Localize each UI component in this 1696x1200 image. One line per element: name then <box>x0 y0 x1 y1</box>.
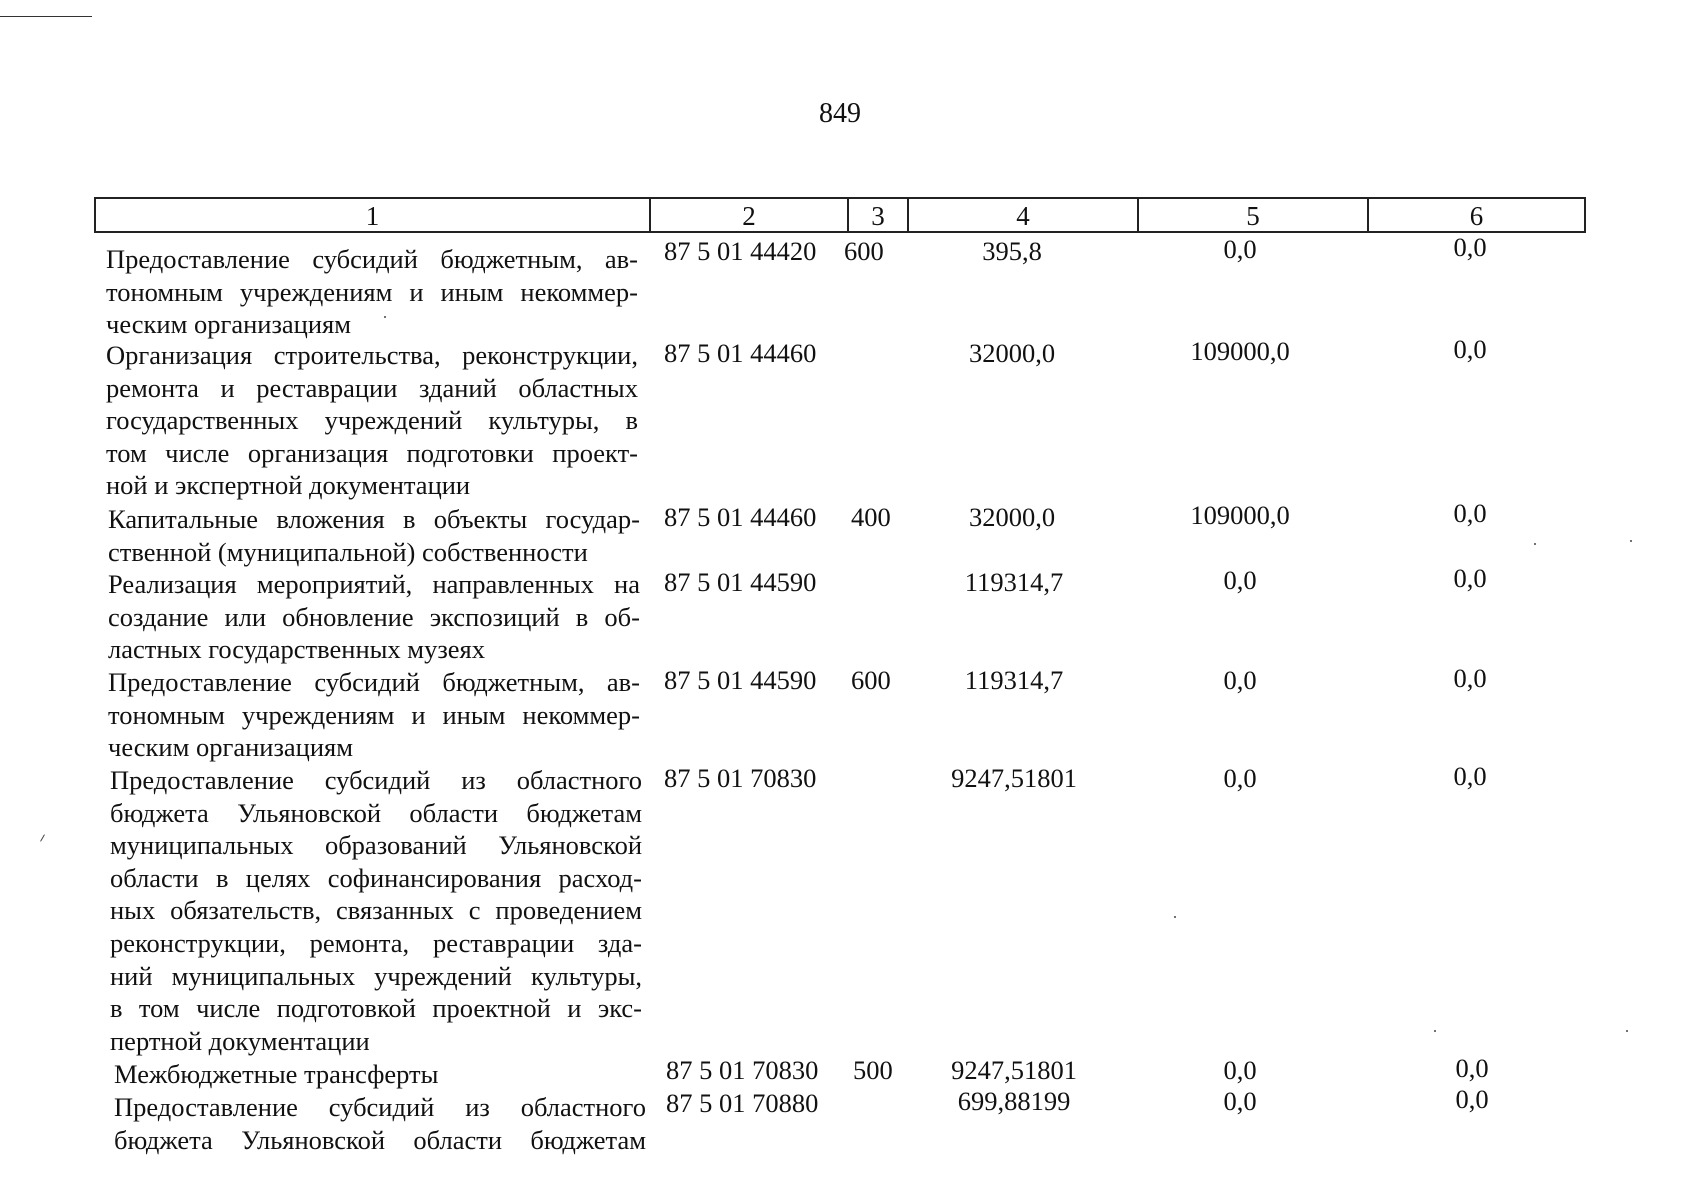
row-col-4: 9247,51801 <box>951 1055 1077 1085</box>
description-line: Предоставление субсидий из областного <box>110 765 642 795</box>
description-line: Предоставление субсидий из областного <box>114 1092 646 1122</box>
header-col-2: 2 <box>651 199 849 231</box>
row-col-4: 32000,0 <box>968 502 1056 532</box>
row-col-5: 0,0 <box>1223 1086 1257 1116</box>
description-line: Предоставление субсидий бюджетным, ав- <box>106 244 638 274</box>
row-description <box>114 1091 646 1156</box>
description-line: тономным учреждениям и иным некоммер- <box>108 699 640 730</box>
row-col-6: 0,0 <box>1455 1053 1489 1083</box>
row-code: 87 5 01 44590 <box>664 665 817 695</box>
row-col-5: 109000,0 <box>1190 336 1290 366</box>
description-line: Организация строительства, реконструкции, <box>106 340 638 370</box>
row-description <box>106 243 638 341</box>
row-col-6: 0,0 <box>1455 1084 1489 1114</box>
row-col-6: 0,0 <box>1453 334 1487 364</box>
description-line: бюджета Ульяновской области бюджетам <box>114 1124 646 1155</box>
row-description <box>108 666 640 764</box>
description-line: ной и экспертной документации <box>106 470 471 501</box>
description-line: ческим организациям <box>106 309 352 340</box>
description-line: ственной (муниципальной) собственности <box>108 536 588 567</box>
description-line: ческим организациям <box>108 732 354 763</box>
row-col-4: 699,88199 <box>957 1086 1071 1116</box>
table-header-row <box>94 197 1586 233</box>
row-col-4: 32000,0 <box>968 338 1056 368</box>
row-col-5: 0,0 <box>1223 665 1257 695</box>
description-line: ремонта и реставрации зданий областных <box>106 372 638 403</box>
row-code: 87 5 01 70830 <box>664 763 817 793</box>
scan-speck <box>1174 916 1176 918</box>
scan-speck <box>1626 1030 1628 1032</box>
row-col-4: 9247,51801 <box>951 763 1077 793</box>
description-line: Реализация мероприятий, направленных на <box>108 569 640 599</box>
description-line: ных обязательств, связанных с проведением <box>110 895 642 926</box>
row-col-6: 0,0 <box>1453 563 1487 593</box>
row-col-4: 119314,7 <box>964 665 1064 695</box>
description-line: ний муниципальных учреждений культуры, <box>110 960 642 991</box>
description-line: Межбюджетные трансферты <box>114 1059 439 1089</box>
row-col-4: 119314,7 <box>964 567 1064 597</box>
header-col-4: 4 <box>909 199 1139 231</box>
header-col-5: 5 <box>1139 199 1369 231</box>
scan-speck <box>384 316 386 318</box>
row-col-5: 0,0 <box>1223 565 1257 595</box>
row-description <box>114 1058 646 1091</box>
top-rule <box>0 16 92 17</box>
description-line: муниципальных образований Ульяновской <box>110 830 642 861</box>
row-col-4: 395,8 <box>982 236 1042 266</box>
row-vr: 400 <box>851 502 891 532</box>
scan-speck <box>1434 1030 1436 1032</box>
description-line: тономным учреждениям и иным некоммер- <box>106 276 638 307</box>
row-code: 87 5 01 44460 <box>664 502 817 532</box>
description-line: реконструкции, ремонта, реставрации зда- <box>110 927 642 958</box>
row-description <box>108 568 640 666</box>
row-col-6: 0,0 <box>1453 232 1487 262</box>
row-description <box>110 764 642 1057</box>
description-line: создание или обновление экспозиций в об- <box>108 601 640 632</box>
description-line: в том числе подготовкой проектной и экс- <box>110 993 642 1024</box>
row-code: 87 5 01 44460 <box>664 338 817 368</box>
scan-speck <box>1630 540 1632 542</box>
row-col-5: 0,0 <box>1223 763 1257 793</box>
row-description <box>108 503 640 568</box>
row-col-5: 0,0 <box>1223 1055 1257 1085</box>
row-code: 87 5 01 44420 <box>664 236 817 266</box>
header-col-1: 1 <box>96 199 651 231</box>
row-col-5: 0,0 <box>1223 234 1257 264</box>
row-col-5: 109000,0 <box>1190 500 1290 530</box>
header-col-3: 3 <box>849 199 909 231</box>
page-number: 849 <box>819 98 861 129</box>
row-vr: 500 <box>853 1055 893 1085</box>
row-description <box>106 339 638 502</box>
row-code: 87 5 01 44590 <box>664 567 817 597</box>
row-col-6: 0,0 <box>1453 761 1487 791</box>
row-code: 87 5 01 70880 <box>666 1088 819 1118</box>
row-col-6: 0,0 <box>1453 663 1487 693</box>
description-line: Предоставление субсидий бюджетным, ав- <box>108 667 640 697</box>
row-code: 87 5 01 70830 <box>666 1055 819 1085</box>
description-line: бюджета Ульяновской области бюджетам <box>110 797 642 828</box>
row-vr: 600 <box>844 236 884 266</box>
description-line: пертной документации <box>110 1025 370 1056</box>
description-line: государственных учреждений культуры, в <box>106 405 638 436</box>
description-line: том числе организация подготовки проект- <box>106 437 638 468</box>
description-line: ластных государственных музеях <box>108 634 485 665</box>
scan-speck <box>40 834 45 841</box>
description-line: области в целях софинансирования расход- <box>110 862 642 893</box>
scan-speck <box>1534 543 1536 545</box>
row-col-6: 0,0 <box>1453 498 1487 528</box>
header-col-6: 6 <box>1469 201 1484 231</box>
row-vr: 600 <box>851 665 891 695</box>
description-line: Капитальные вложения в объекты государ- <box>108 504 640 534</box>
